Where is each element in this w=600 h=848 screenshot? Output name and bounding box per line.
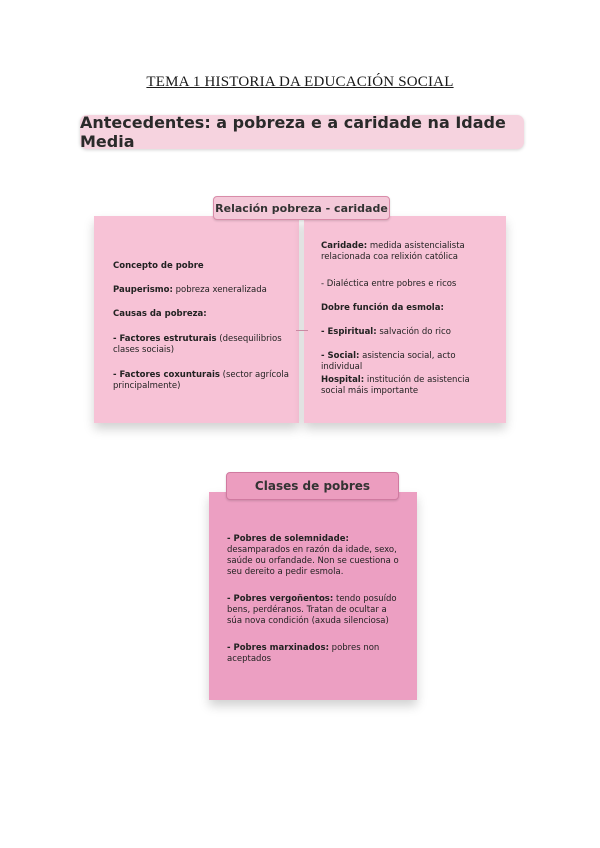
solemnidade-label: - Pobres de solemnidade: (227, 534, 349, 544)
pobres-solemnidade (227, 534, 402, 578)
factores-estr-text: (desequilibrios clases sociais) (113, 334, 282, 355)
dobre-label: Dobre función da esmola: (321, 303, 444, 313)
hospital (321, 375, 496, 397)
dobre-funcion (321, 303, 491, 314)
pobres-vergonentos (227, 594, 402, 627)
pauperismo-text: pobreza xeneralizada (172, 285, 267, 295)
factores-estruturais (113, 334, 291, 356)
causas-label: Causas da pobreza: (113, 309, 207, 319)
document-title: TEMA 1 HISTORIA DA EDUCACIÓN SOCIAL (146, 74, 454, 90)
dialectica-text: - Dialéctica entre pobres e ricos (321, 279, 457, 289)
concepto-label: Concepto de pobre (113, 261, 204, 271)
hospital-text: institución de asistencia social máis importante (321, 375, 470, 396)
hospital-label: Hospital: (321, 375, 365, 385)
factores-coxunturais (113, 370, 291, 392)
vergonentos-text: tendo posuído bens, perdéranos. Tratan de ocultar a súa nova condición (axuda silenciosa) (227, 594, 397, 626)
marxinados-text: pobres non aceptados (227, 643, 380, 664)
causas-pobreza (113, 309, 288, 320)
caridade-label: Caridade: (321, 241, 368, 251)
relacion-header: Relación pobreza - caridade (213, 196, 390, 220)
marxinados-label: - Pobres marxinados: (227, 643, 329, 653)
factores-cox-label: - Factores coxunturais (113, 370, 220, 380)
espiritual-text: salvación do rico (376, 327, 451, 337)
caridade-text: medida asistencialista relacionada coa relixión católica (321, 241, 465, 262)
espiritual (321, 327, 496, 338)
social-label: - Social: (321, 351, 360, 361)
concepto-pobre (113, 261, 288, 272)
espiritual-label: - Espiritual: (321, 327, 377, 337)
pauperismo-label: Pauperismo: (113, 285, 173, 295)
social-text: asistencia social, acto individual (321, 351, 456, 372)
pauperismo (113, 285, 288, 296)
vergonentos-label: - Pobres vergoñentos: (227, 594, 334, 604)
section-banner: Antecedentes: a pobreza e a caridade na Idade Media (80, 115, 524, 149)
factores-estr-label: - Factores estruturais (113, 334, 217, 344)
caridade (321, 241, 491, 263)
dialectica (321, 279, 491, 290)
factores-cox-text: (sector agrícola principalmente) (113, 370, 289, 391)
solemnidade-text: desamparados en razón da idade, sexo, saúde ou orfandade. Non se cuestiona o seu dereito a pedir esmola. (227, 545, 399, 577)
clases-header: Clases de pobres (226, 472, 399, 500)
social (321, 351, 499, 373)
connector-line (296, 330, 308, 331)
pobres-marxinados (227, 643, 402, 665)
